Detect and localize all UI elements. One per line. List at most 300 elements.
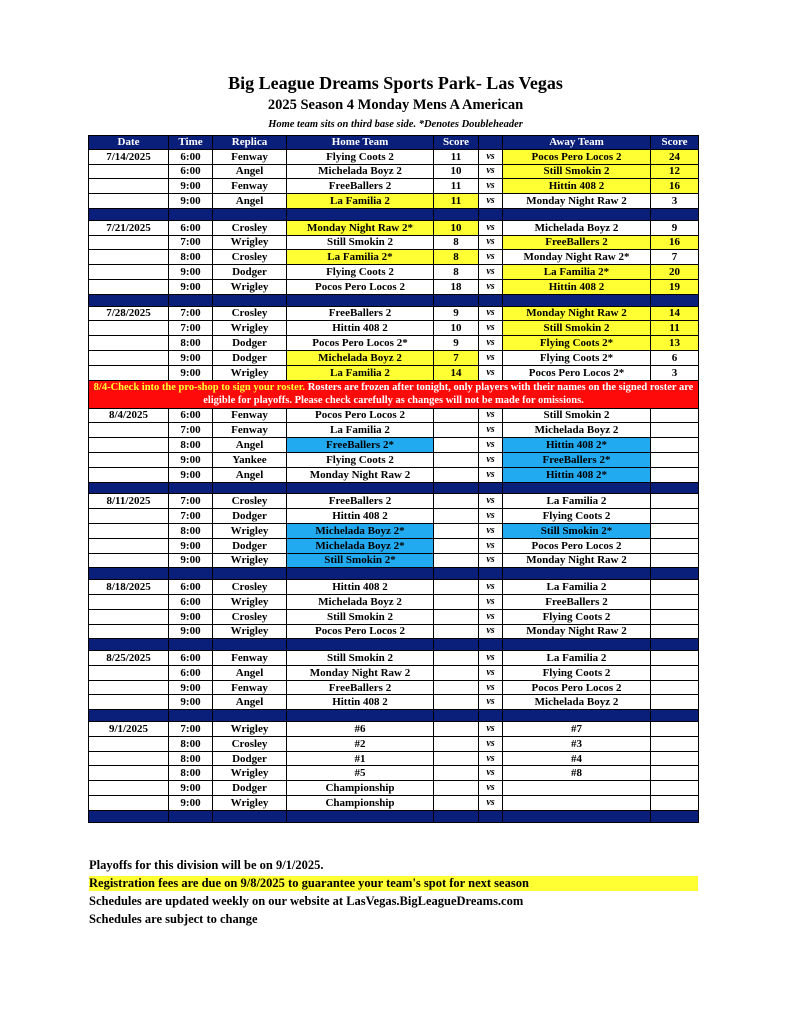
separator-cell [89,568,169,580]
home-team: Monday Night Raw 2 [287,665,434,680]
home-team: Michelada Boyz 2 [287,594,434,609]
game-field: Crosley [213,250,287,265]
away-team: Still Smokin 2 [503,321,651,336]
home-score [434,452,479,467]
game-date: 8/18/2025 [89,580,169,595]
game-row [89,594,699,609]
game-row [89,580,699,595]
home-team: Hittin 408 2 [287,321,434,336]
home-team: FreeBallers 2 [287,306,434,321]
game-date [89,365,169,380]
away-score: 13 [651,336,699,351]
separator-cell [503,568,651,580]
home-score [434,509,479,524]
home-score [434,609,479,624]
game-date: 7/21/2025 [89,220,169,235]
home-score [434,736,479,751]
separator-cell [434,482,479,494]
home-score: 10 [434,220,479,235]
roster-notice-text: Rosters are frozen after tonight, only players with their names on the signed roster are eligible for playoffs. Please check carefully as changes will not be made for omissions. [203,382,694,407]
home-score [434,796,479,811]
game-field: Angel [213,665,287,680]
home-team: Flying Coots 2 [287,149,434,164]
vs-label: vs [479,665,503,680]
week-separator [89,639,699,651]
home-score [434,781,479,796]
home-score: 9 [434,306,479,321]
separator-cell [169,639,213,651]
separator-cell [287,639,434,651]
home-score [434,494,479,509]
playoffs-note: Playoffs for this division will be on 9/1/2025. [89,858,324,872]
header-time: Time [169,136,213,150]
away-team: FreeBallers 2 [503,594,651,609]
separator-cell [213,208,287,220]
vs-label: vs [479,695,503,710]
game-date [89,594,169,609]
separator-cell [434,568,479,580]
home-score: 7 [434,350,479,365]
game-field: Wrigley [213,722,287,737]
separator-cell [479,482,503,494]
away-score: 11 [651,321,699,336]
vs-label: vs [479,452,503,467]
game-time: 9:00 [169,538,213,553]
vs-label: vs [479,365,503,380]
vs-label: vs [479,736,503,751]
week-separator [89,710,699,722]
away-score [651,624,699,639]
game-time: 6:00 [169,408,213,423]
separator-cell [89,710,169,722]
separator-cell [434,294,479,306]
home-team: Michelada Boyz 2* [287,538,434,553]
separator-cell [651,639,699,651]
game-time: 9:00 [169,194,213,209]
separator-cell [213,639,287,651]
roster-notice [89,380,699,408]
home-score [434,680,479,695]
away-score [651,751,699,766]
home-team: Monday Night Raw 2* [287,220,434,235]
separator-cell [651,208,699,220]
game-time: 9:00 [169,624,213,639]
home-team: La Familia 2 [287,423,434,438]
game-time: 9:00 [169,680,213,695]
home-score [434,538,479,553]
game-field: Crosley [213,609,287,624]
game-row [89,736,699,751]
game-date [89,509,169,524]
vs-label: vs [479,781,503,796]
game-time: 8:00 [169,766,213,781]
vs-label: vs [479,265,503,280]
vs-label: vs [479,580,503,595]
game-time: 7:00 [169,494,213,509]
home-team: Michelada Boyz 2* [287,523,434,538]
home-score [434,695,479,710]
away-team: Pocos Pero Locos 2 [503,149,651,164]
game-field: Angel [213,695,287,710]
home-score: 8 [434,265,479,280]
game-field: Fenway [213,423,287,438]
away-team: Hittin 408 2* [503,467,651,482]
home-team: #1 [287,751,434,766]
game-row [89,781,699,796]
game-time: 6:00 [169,594,213,609]
game-row [89,452,699,467]
separator-cell [287,294,434,306]
home-score [434,751,479,766]
game-row [89,423,699,438]
away-score [651,609,699,624]
home-team: La Familia 2* [287,250,434,265]
separator-cell [287,810,434,822]
vs-label: vs [479,321,503,336]
home-score [434,594,479,609]
game-time: 9:00 [169,781,213,796]
home-score: 10 [434,164,479,179]
header-home-score: Score [434,136,479,150]
week-separator [89,482,699,494]
game-field: Wrigley [213,279,287,294]
game-field: Crosley [213,306,287,321]
game-time: 6:00 [169,651,213,666]
separator-cell [287,568,434,580]
away-score [651,781,699,796]
game-row [89,523,699,538]
away-team: Michelada Boyz 2 [503,423,651,438]
away-score: 19 [651,279,699,294]
game-field: Fenway [213,149,287,164]
home-team: Still Smokin 2* [287,553,434,568]
game-date [89,781,169,796]
separator-cell [213,294,287,306]
game-time: 6:00 [169,665,213,680]
game-time: 9:00 [169,695,213,710]
away-score [651,553,699,568]
game-date [89,523,169,538]
home-team: Pocos Pero Locos 2 [287,624,434,639]
game-row [89,194,699,209]
game-row [89,751,699,766]
home-score: 14 [434,365,479,380]
game-field: Fenway [213,651,287,666]
separator-cell [287,482,434,494]
away-score [651,736,699,751]
separator-cell [89,208,169,220]
vs-label: vs [479,509,503,524]
separator-cell [169,568,213,580]
game-row [89,279,699,294]
game-time: 9:00 [169,265,213,280]
game-date [89,350,169,365]
away-team: Pocos Pero Locos 2 [503,538,651,553]
home-score [434,523,479,538]
game-field: Yankee [213,452,287,467]
home-team: Michelada Boyz 2 [287,350,434,365]
schedule-body [89,149,699,822]
separator-cell [651,568,699,580]
game-row [89,766,699,781]
vs-label: vs [479,279,503,294]
game-row [89,164,699,179]
game-date: 9/1/2025 [89,722,169,737]
game-row [89,235,699,250]
separator-cell [213,810,287,822]
separator-cell [169,810,213,822]
header-row [89,136,699,150]
vs-label: vs [479,408,503,423]
game-field: Wrigley [213,235,287,250]
separator-cell [89,482,169,494]
game-time: 9:00 [169,467,213,482]
separator-cell [651,294,699,306]
away-score [651,509,699,524]
separator-cell [651,810,699,822]
game-date [89,467,169,482]
game-row [89,722,699,737]
separator-cell [503,294,651,306]
separator-cell [169,294,213,306]
game-date [89,265,169,280]
schedule-table [88,135,699,823]
game-row [89,306,699,321]
separator-cell [89,639,169,651]
home-team: Championship [287,796,434,811]
game-field: Angel [213,467,287,482]
away-score: 7 [651,250,699,265]
home-team: La Familia 2 [287,194,434,209]
away-score [651,538,699,553]
home-team: Pocos Pero Locos 2 [287,408,434,423]
game-date: 7/28/2025 [89,306,169,321]
game-time: 9:00 [169,553,213,568]
separator-cell [89,810,169,822]
away-team: Pocos Pero Locos 2 [503,680,651,695]
vs-label: vs [479,438,503,453]
vs-label: vs [479,553,503,568]
game-row [89,665,699,680]
away-team: #4 [503,751,651,766]
separator-cell [169,710,213,722]
roster-notice-lead: 8/4-Check into the pro-shop to sign your roster. [93,382,306,394]
away-team: Monday Night Raw 2* [503,250,651,265]
home-score [434,438,479,453]
game-field: Wrigley [213,553,287,568]
game-field: Wrigley [213,624,287,639]
game-date [89,164,169,179]
away-team [503,781,651,796]
game-time: 8:00 [169,523,213,538]
game-row [89,538,699,553]
game-date [89,321,169,336]
game-date [89,279,169,294]
game-row [89,250,699,265]
home-team: Michelada Boyz 2 [287,164,434,179]
game-time: 8:00 [169,736,213,751]
header-vs [479,136,503,150]
game-field: Fenway [213,680,287,695]
away-score: 3 [651,365,699,380]
game-time: 9:00 [169,365,213,380]
game-date [89,609,169,624]
home-score [434,408,479,423]
away-team: Monday Night Raw 2 [503,624,651,639]
separator-cell [503,710,651,722]
game-time: 8:00 [169,438,213,453]
home-team: Still Smokin 2 [287,235,434,250]
game-date [89,194,169,209]
game-time: 6:00 [169,220,213,235]
subject-note: Schedules are subject to change [89,912,258,926]
vs-label: vs [479,766,503,781]
vs-label: vs [479,651,503,666]
separator-cell [479,568,503,580]
vs-label: vs [479,796,503,811]
game-date [89,553,169,568]
away-team: Flying Coots 2 [503,609,651,624]
header-date: Date [89,136,169,150]
away-score [651,408,699,423]
away-team: Flying Coots 2 [503,509,651,524]
game-field: Wrigley [213,321,287,336]
separator-cell [651,482,699,494]
game-field: Dodger [213,781,287,796]
game-date [89,250,169,265]
game-date [89,624,169,639]
home-score [434,423,479,438]
away-score: 16 [651,235,699,250]
separator-cell [287,208,434,220]
away-score [651,695,699,710]
vs-label: vs [479,350,503,365]
separator-cell [479,710,503,722]
separator-cell [213,710,287,722]
separator-cell [169,482,213,494]
vs-label: vs [479,594,503,609]
header-away-score: Score [651,136,699,150]
away-team: Hittin 408 2 [503,279,651,294]
game-row [89,509,699,524]
vs-label: vs [479,624,503,639]
home-team: FreeBallers 2 [287,494,434,509]
game-row [89,695,699,710]
away-score: 6 [651,350,699,365]
game-row [89,680,699,695]
game-time: 8:00 [169,336,213,351]
home-score: 8 [434,250,479,265]
home-score: 11 [434,179,479,194]
home-team: Hittin 408 2 [287,509,434,524]
vs-label: vs [479,538,503,553]
away-score [651,680,699,695]
separator-cell [479,639,503,651]
game-row [89,336,699,351]
week-separator [89,568,699,580]
away-team: Flying Coots 2* [503,336,651,351]
vs-label: vs [479,722,503,737]
home-score [434,624,479,639]
away-team: Hittin 408 2 [503,179,651,194]
separator-cell [503,810,651,822]
separator-cell [213,482,287,494]
separator-cell [479,208,503,220]
game-time: 9:00 [169,452,213,467]
website-note: Schedules are updated weekly on our website at LasVegas.BigLeagueDreams.com [89,894,524,908]
game-field: Dodger [213,751,287,766]
game-time: 7:00 [169,509,213,524]
game-time: 7:00 [169,423,213,438]
home-team: FreeBallers 2* [287,438,434,453]
home-team: Monday Night Raw 2 [287,467,434,482]
home-team: #6 [287,722,434,737]
game-field: Fenway [213,179,287,194]
away-team: FreeBallers 2* [503,452,651,467]
game-time: 7:00 [169,235,213,250]
home-score [434,766,479,781]
game-row [89,624,699,639]
game-date: 7/14/2025 [89,149,169,164]
away-team: Flying Coots 2* [503,350,651,365]
week-separator [89,810,699,822]
game-time: 7:00 [169,306,213,321]
separator-cell [89,294,169,306]
home-team: La Familia 2 [287,365,434,380]
game-date [89,179,169,194]
game-field: Wrigley [213,594,287,609]
vs-label: vs [479,306,503,321]
game-date [89,538,169,553]
vs-label: vs [479,149,503,164]
home-team: Championship [287,781,434,796]
vs-label: vs [479,467,503,482]
game-field: Crosley [213,494,287,509]
game-field: Angel [213,438,287,453]
vs-label: vs [479,680,503,695]
away-score [651,594,699,609]
registration-note: Registration fees are due on 9/8/2025 to guarantee your team's spot for next season [89,876,698,891]
game-row [89,149,699,164]
week-separator [89,208,699,220]
home-score: 11 [434,194,479,209]
vs-label: vs [479,164,503,179]
header-home-team: Home Team [287,136,434,150]
game-row [89,220,699,235]
away-score: 9 [651,220,699,235]
away-score [651,523,699,538]
game-row [89,408,699,423]
game-field: Wrigley [213,523,287,538]
game-date [89,766,169,781]
game-row [89,553,699,568]
game-time: 6:00 [169,164,213,179]
separator-cell [503,639,651,651]
game-time: 7:00 [169,321,213,336]
home-team: #5 [287,766,434,781]
game-date [89,665,169,680]
game-row [89,265,699,280]
game-row [89,651,699,666]
home-score: 8 [434,235,479,250]
home-score [434,722,479,737]
game-field: Crosley [213,580,287,595]
game-date [89,796,169,811]
away-team: Still Smokin 2 [503,164,651,179]
vs-label: vs [479,523,503,538]
away-score: 20 [651,265,699,280]
separator-cell [479,294,503,306]
